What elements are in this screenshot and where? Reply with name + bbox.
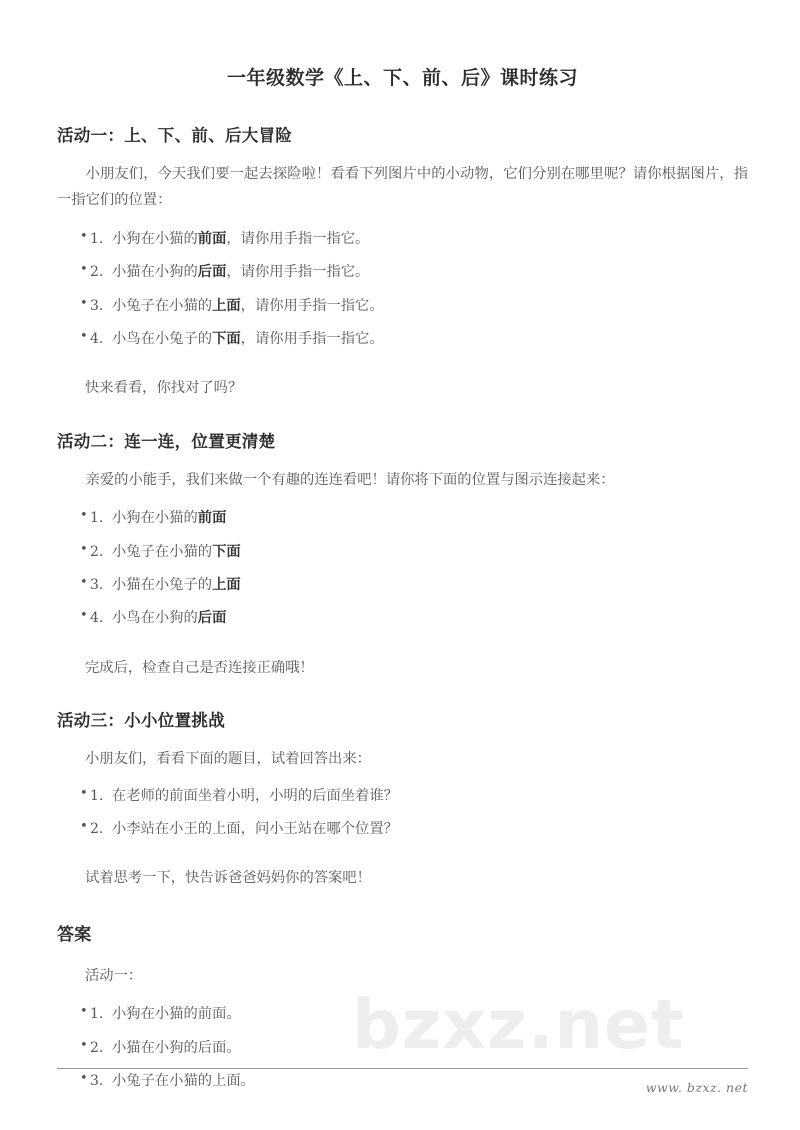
list-item-keyword: 后面 — [197, 610, 227, 627]
list-item — [57, 1003, 748, 1026]
list-item-keyword: 上面 — [212, 297, 241, 314]
list-item-number: 3. — [90, 577, 104, 593]
list-item-keyword: 前面 — [197, 510, 227, 527]
spacer — [57, 892, 748, 920]
spacer — [57, 681, 748, 707]
list-item-number: 3. — [90, 297, 104, 314]
bullet-icon: • — [80, 329, 88, 344]
list-item — [57, 1037, 748, 1060]
bullet-icon: • — [80, 1004, 88, 1020]
section2-note: 完成后，检查自己是否连接正确哦！ — [85, 659, 314, 676]
page-footer — [57, 1068, 748, 1095]
spacer — [57, 851, 748, 865]
spacer — [57, 361, 748, 375]
spacer — [57, 731, 748, 746]
page-title: 一年级数学《上、下、前、后》课时练习 — [226, 67, 578, 89]
list-item-keyword: 下面 — [212, 331, 241, 347]
list-item-number: 4. — [90, 331, 104, 347]
list-item-keyword: 前面 — [197, 230, 227, 247]
list-item-number: 3. — [90, 1073, 104, 1089]
list-item-text: 小鸟在小兔子的 — [112, 331, 213, 347]
list-item — [57, 607, 748, 630]
list-item-number: 4. — [90, 610, 104, 627]
section1-intro: 小朋友们，今天我们要一起去探险啦！看看下列图片中的小动物，它们分别在哪里呢？请你根据图片，指一指它们的位置： — [57, 166, 748, 209]
list-item-number: 1. — [90, 787, 104, 804]
list-item — [57, 785, 748, 808]
section1-list — [57, 228, 748, 351]
list-item-text-tail: ，请你用手指一指它。 — [226, 230, 370, 247]
list-item — [57, 261, 748, 284]
spacer — [57, 493, 748, 507]
spacer — [57, 773, 748, 785]
list-item-text: 小狗在小猫的 — [112, 510, 198, 527]
list-item-text: 小猫在小狗的 — [112, 264, 198, 281]
bullet-icon: • — [80, 541, 88, 557]
bullet-icon: • — [80, 1037, 88, 1053]
list-item-keyword: 下面 — [212, 543, 241, 560]
section3-intro: 小朋友们，看看下面的题目，试着回答出来： — [85, 751, 371, 768]
bullet-icon: • — [80, 608, 88, 624]
list-item-number: 2. — [90, 543, 104, 560]
bullet-icon: • — [80, 295, 88, 311]
list-item-keyword: 上面 — [212, 577, 241, 593]
list-item — [57, 541, 748, 564]
list-item-keyword: 后面 — [197, 264, 227, 281]
list-item-number: 1. — [90, 510, 104, 527]
list-item-text: 小狗在小猫的 — [112, 230, 198, 247]
list-item-number: 1. — [90, 230, 104, 247]
spacer — [57, 402, 748, 428]
spacer — [57, 989, 748, 1003]
section2-intro: 亲爱的小能手，我们来做一个有趣的连连看吧！请你将下面的位置与图示连接起来： — [85, 471, 615, 488]
list-item-number: 2. — [90, 821, 104, 837]
list-item-text: 小鸟在小狗的 — [112, 610, 198, 627]
section-heading-activity-one: 活动一：上、下、前、后大冒险 — [57, 126, 293, 145]
section3-note: 试着思考一下，快告诉爸爸妈妈你的答案吧！ — [85, 870, 371, 887]
list-item-text-tail: ，请你用手指一指它。 — [240, 297, 384, 314]
list-item-number: 1. — [90, 1006, 104, 1023]
list-item — [57, 228, 748, 251]
spacer — [57, 452, 748, 467]
spacer — [57, 945, 748, 963]
list-item-text: 小猫在小兔子的 — [112, 577, 213, 593]
bullet-icon: • — [80, 785, 88, 801]
section2-list — [57, 507, 748, 630]
section1-note: 快来看看，你找对了吗？ — [85, 380, 243, 397]
section-heading-activity-two: 活动二：连一连，位置更清楚 — [57, 431, 276, 451]
watermark: bzxz.net — [352, 986, 685, 1065]
answers-subtitle: 活动一： — [85, 967, 143, 984]
list-item-text-tail: ，请你用手指一指它。 — [240, 331, 384, 347]
section-heading-activity-three: 活动三：小小位置挑战 — [57, 711, 225, 731]
list-item-text: 在老师的前面坐着小明，小明的后面坐着谁？ — [112, 787, 398, 804]
spacer — [57, 214, 748, 228]
spacer — [57, 90, 748, 122]
list-item-number: 2. — [90, 1039, 104, 1056]
list-item-text-tail: ，请你用手指一指它。 — [226, 264, 370, 281]
section3-list — [57, 785, 748, 841]
bullet-icon: • — [80, 819, 88, 834]
list-item — [57, 574, 748, 597]
spacer — [57, 146, 748, 161]
bullet-icon: • — [80, 508, 88, 524]
list-item — [57, 818, 748, 841]
list-item — [57, 507, 748, 530]
bullet-icon: • — [80, 575, 88, 590]
list-item-text: 小兔子在小猫的上面。 — [112, 1073, 255, 1089]
bullet-icon: • — [80, 262, 88, 278]
list-item-text: 小狗在小猫的前面。 — [112, 1006, 241, 1023]
list-item-text: 小猫在小狗的后面。 — [112, 1039, 241, 1056]
bullet-icon: • — [80, 228, 88, 244]
list-item-text: 小兔子在小猫的 — [112, 297, 213, 314]
bullet-icon: • — [80, 1071, 88, 1086]
footer-url: www. bzxz. net — [645, 1080, 748, 1095]
list-item-number: 2. — [90, 264, 104, 281]
spacer — [57, 641, 748, 655]
list-item — [57, 295, 748, 318]
answers-heading: 答案 — [57, 924, 92, 945]
list-item — [57, 328, 748, 351]
list-item-text: 小兔子在小猫的 — [112, 543, 213, 560]
list-item-text: 小李站在小王的上面，问小王站在哪个位置？ — [112, 821, 398, 837]
